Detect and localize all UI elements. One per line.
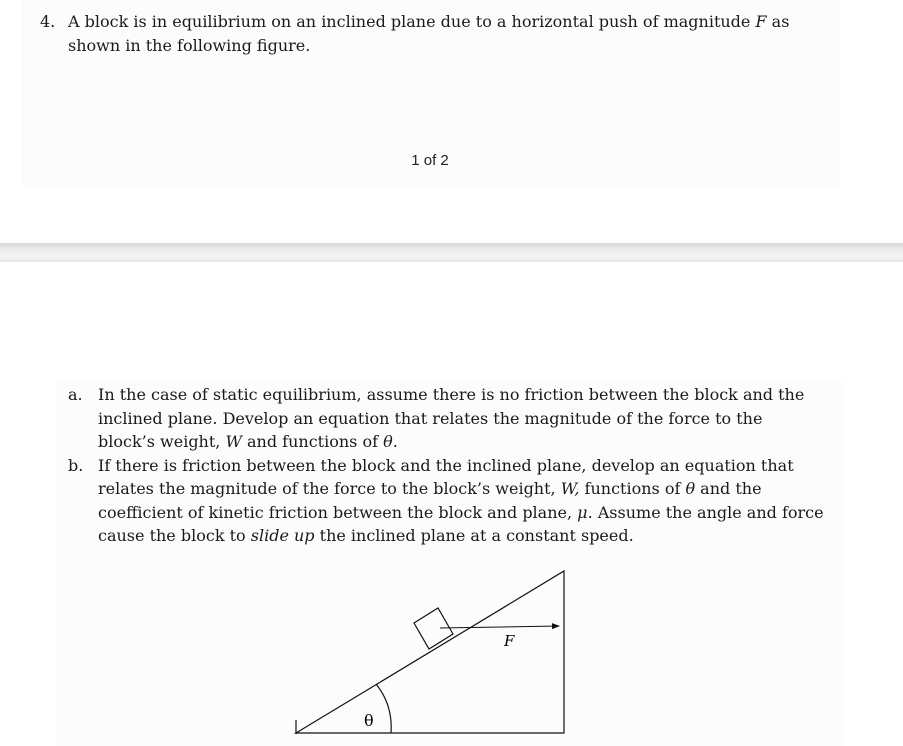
page-separator xyxy=(0,243,903,262)
part-a xyxy=(68,383,838,454)
question-intro: A block is in equilibrium on an inclined plane due to a horizontal push of magnitude F as shown in the following figure. xyxy=(68,12,790,55)
part-a-text: In the case of static equilibrium, assume there is no friction between the block and the inclined plane. Develop an equation that relates the magnitude of the force to the block’s weight, W and functions of θ. xyxy=(98,385,805,451)
part-a-label: a. xyxy=(68,385,83,404)
incline-triangle xyxy=(296,571,564,733)
question-parts xyxy=(68,383,838,548)
part-b xyxy=(68,454,838,548)
force-label: F xyxy=(504,632,515,650)
question-number: 4. xyxy=(40,12,56,31)
inclined-plane-diagram xyxy=(280,560,600,746)
angle-label: θ xyxy=(364,711,374,730)
force-variable: F xyxy=(755,12,767,31)
force-arrow xyxy=(440,626,559,628)
page-indicator: 1 of 2 xyxy=(411,152,449,169)
part-b-label: b. xyxy=(68,455,84,475)
part-b-text: If there is friction between the block and the inclined plane, develop an equation that relates the magnitude of the force to the block’s weight, W, functions of θ and the coefficient of kinetic friction between the block and plane, μ. Assume the angle and force cause the block to slide up the inclined plane at a constant speed. xyxy=(98,455,824,545)
pdf-page-1 xyxy=(0,0,903,243)
block xyxy=(414,608,453,649)
angle-arc xyxy=(376,684,391,733)
inclined-plane-figure xyxy=(280,560,600,746)
